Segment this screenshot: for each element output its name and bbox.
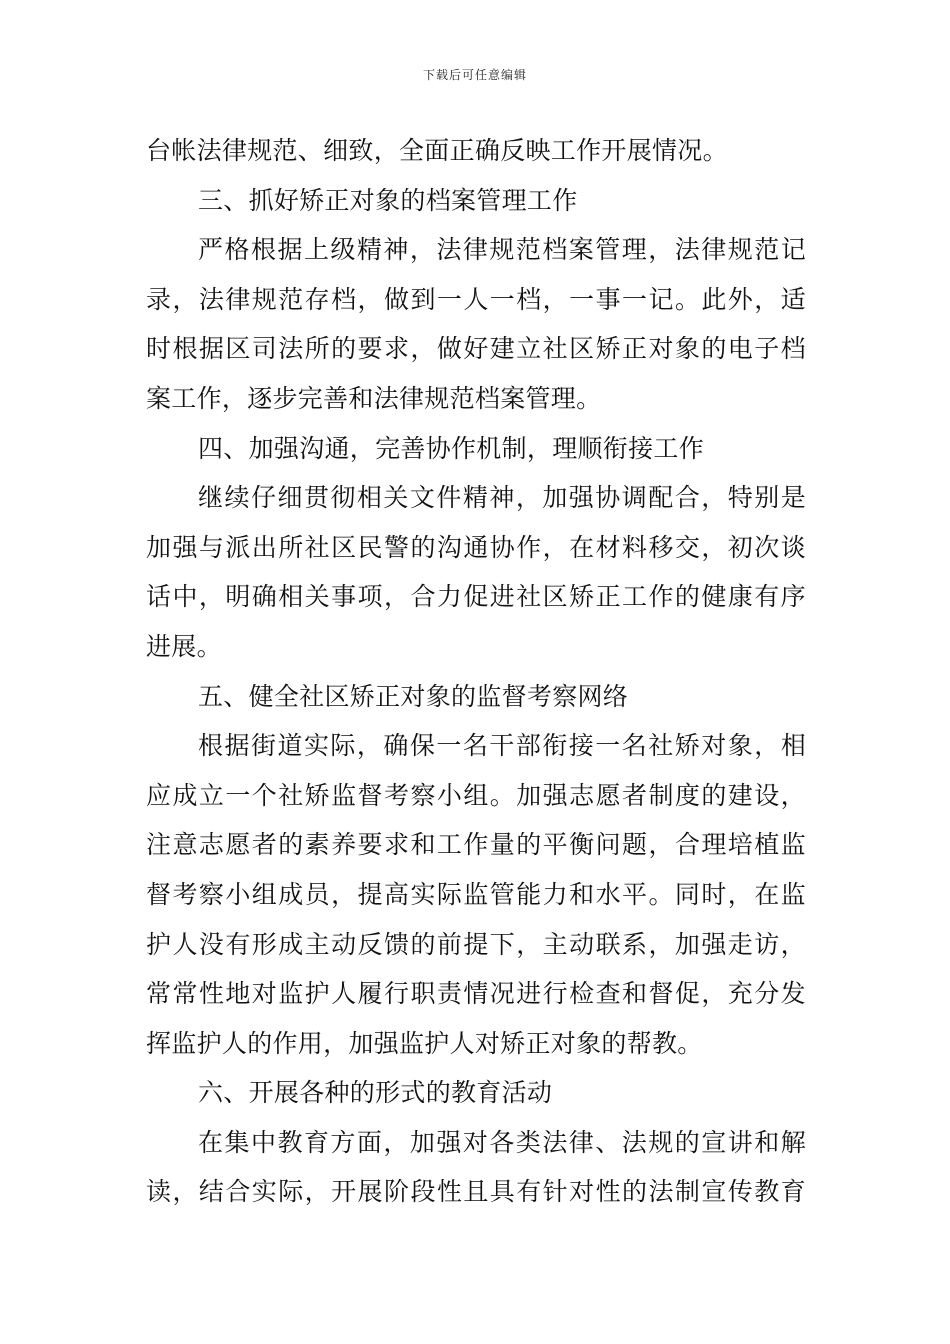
- text-line: 进展。: [146, 631, 222, 661]
- text-line: 话中，明确相关事项，合力促进社区矫正工作的健康有序: [146, 582, 806, 612]
- text-line: 根据街道实际，确保一名干部衔接一名社矫对象，相: [198, 731, 806, 761]
- text-line: 继续仔细贯彻相关文件精神，加强协调配合，特别是: [198, 483, 806, 513]
- section-heading: 三、抓好矫正对象的档案管理工作: [198, 185, 578, 215]
- section-heading: 六、开展各种的形式的教育活动: [198, 1078, 553, 1108]
- text-line: 案工作，逐步完善和法律规范档案管理。: [146, 383, 602, 413]
- text-line: 在集中教育方面，加强对各类法律、法规的宣讲和解: [198, 1127, 806, 1157]
- text-line: 护人没有形成主动反馈的前提下，主动联系，加强走访，: [146, 929, 806, 959]
- text-line: 注意志愿者的素养要求和工作量的平衡问题，合理培植监: [146, 830, 806, 860]
- text-line: 加强与派出所社区民警的沟通协作，在材料移交，初次谈: [146, 532, 806, 562]
- section-heading: 四、加强沟通，完善协作机制，理顺衔接工作: [198, 433, 705, 463]
- text-line: 应成立一个社矫监督考察小组。加强志愿者制度的建设，: [146, 780, 806, 810]
- text-line: 时根据区司法所的要求，做好建立社区矫正对象的电子档: [146, 334, 806, 364]
- text-line: 台帐法律规范、细致，全面正确反映工作开展情况。: [146, 136, 728, 165]
- text-line: 严格根据上级精神，法律规范档案管理，法律规范记: [198, 235, 806, 265]
- text-line: 常常性地对监护人履行职责情况进行检查和督促，充分发: [146, 979, 806, 1009]
- text-line: 录，法律规范存档，做到一人一档，一事一记。此外，适: [146, 284, 806, 314]
- document-body: [146, 126, 806, 1217]
- section-heading: 五、健全社区矫正对象的监督考察网络: [198, 681, 629, 711]
- text-line: 挥监护人的作用，加强监护人对矫正对象的帮教。: [146, 1028, 703, 1058]
- text-line: 读，结合实际，开展阶段性且具有针对性的法制宣传教育: [146, 1177, 806, 1207]
- header-note: 下载后可任意编辑: [422, 68, 527, 82]
- text-line: 督考察小组成员，提高实际监管能力和水平。同时，在监: [146, 879, 806, 909]
